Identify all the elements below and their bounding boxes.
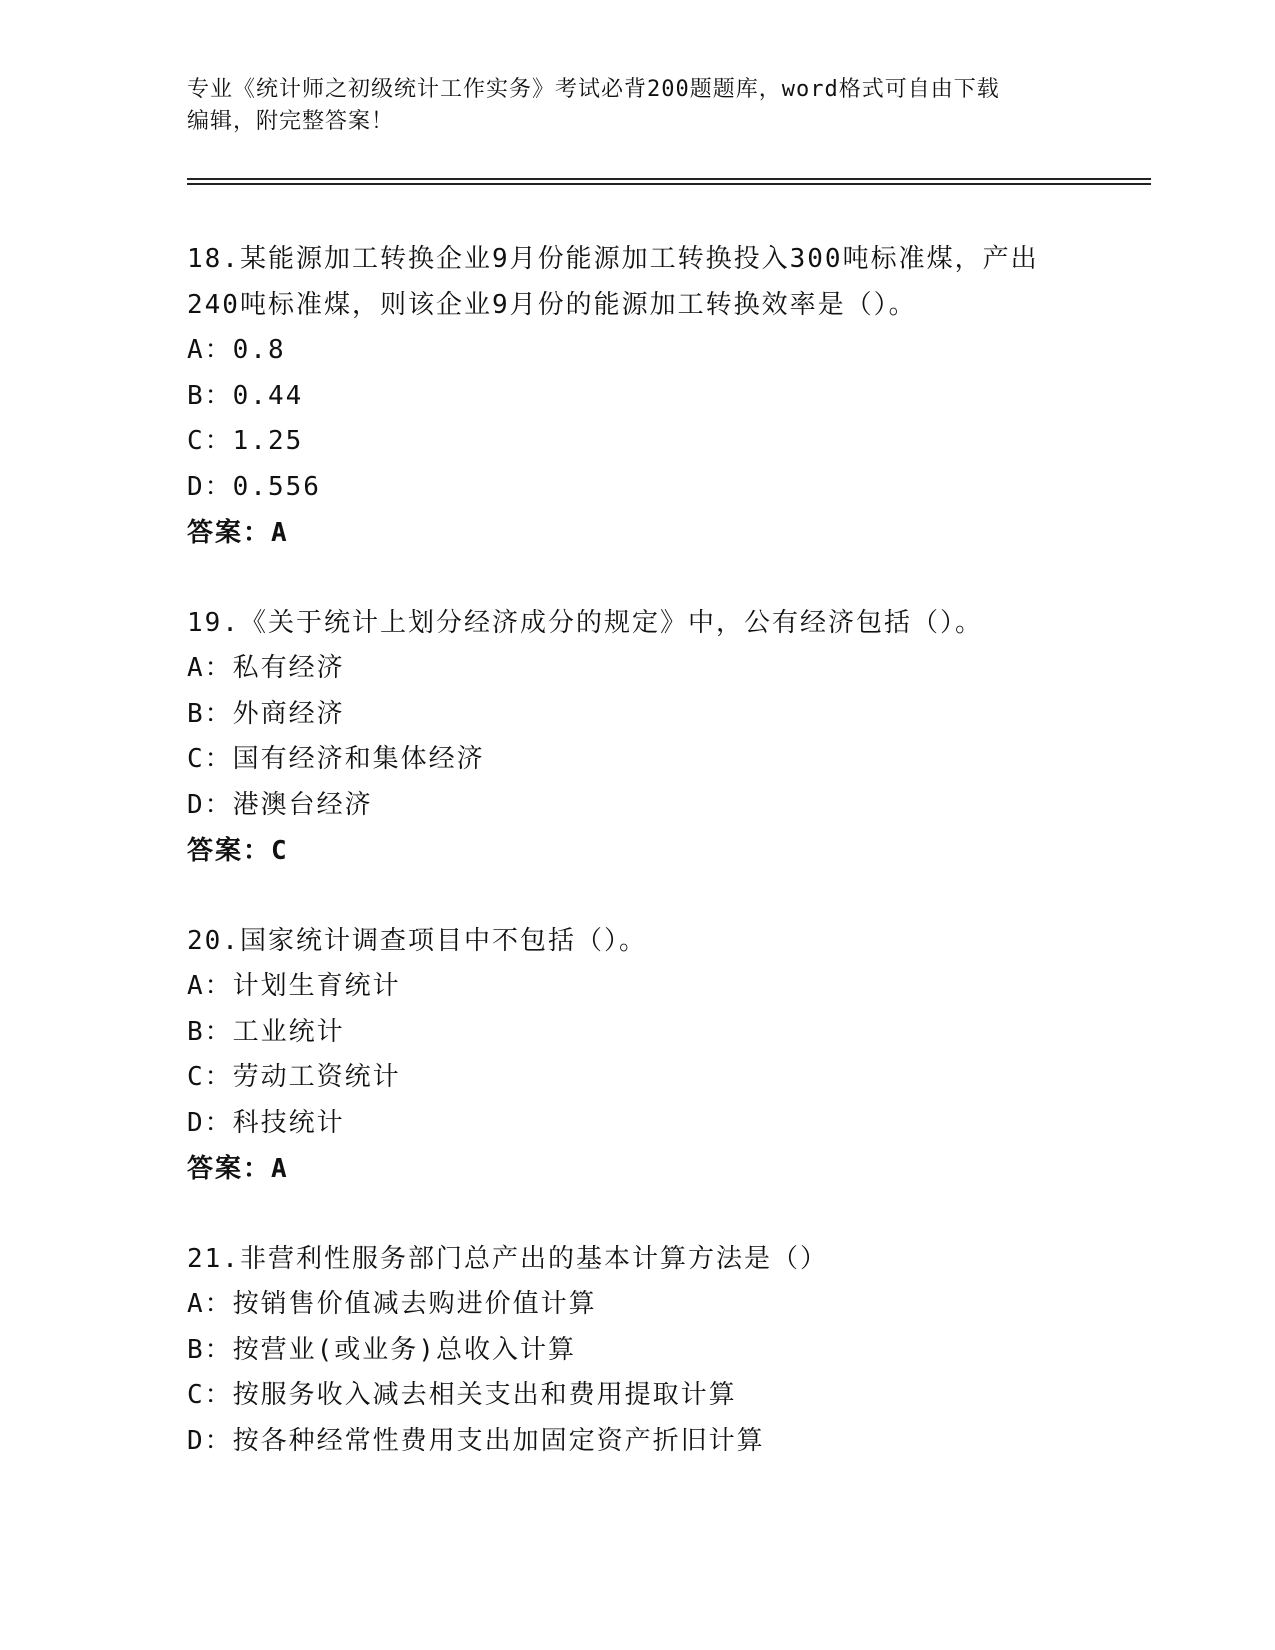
option-a: A：私有经济 — [187, 653, 345, 683]
option-a: A：按销售价值减去购进价值计算 — [187, 1289, 597, 1319]
answer-label: 答案：A — [187, 518, 289, 548]
option-b: B：外商经济 — [187, 698, 345, 729]
answer-label: 答案：A — [187, 1154, 289, 1184]
option-a: A：0.8 — [187, 335, 286, 365]
question-21 — [187, 1236, 1107, 1464]
question-20 — [187, 918, 1107, 1192]
header-divider-top — [187, 178, 1151, 180]
header-divider-bottom — [187, 183, 1151, 185]
option-c: C：按服务收入减去相关支出和费用提取计算 — [187, 1380, 737, 1410]
option-c: C：1.25 — [187, 426, 304, 456]
header-line-2: 编辑，附完整答案！ — [187, 109, 395, 134]
question-list — [187, 236, 1107, 1508]
option-b: B：工业统计 — [187, 1016, 345, 1047]
option-d: D：0.556 — [187, 471, 321, 502]
document-header — [187, 74, 1087, 138]
question-19 — [187, 600, 1107, 874]
question-text: 19.《关于统计上划分经济成分的规定》中，公有经济包括（）。 — [187, 608, 983, 638]
question-text: 18.某能源加工转换企业9月份能源加工转换投入300吨标准煤，产出 — [187, 244, 1039, 274]
question-text-continued: 240吨标准煤，则该企业9月份的能源加工转换效率是（）。 — [187, 290, 917, 320]
header-line-1: 专业《统计师之初级统计工作实务》考试必背200题题库，word格式可自由下载 — [187, 77, 1000, 102]
option-a: A：计划生育统计 — [187, 971, 401, 1001]
question-text: 21.非营利性服务部门总产出的基本计算方法是（） — [187, 1244, 828, 1274]
option-d: D：港澳台经济 — [187, 789, 373, 820]
option-b: B：0.44 — [187, 380, 304, 411]
option-d: D：按各种经常性费用支出加固定资产折旧计算 — [187, 1425, 765, 1456]
answer-label: 答案：C — [187, 836, 289, 866]
option-b: B：按营业(或业务)总收入计算 — [187, 1334, 576, 1365]
question-text: 20.国家统计调查项目中不包括（）。 — [187, 926, 647, 956]
option-c: C：国有经济和集体经济 — [187, 744, 485, 774]
question-18 — [187, 236, 1107, 556]
option-c: C：劳动工资统计 — [187, 1062, 401, 1092]
option-d: D：科技统计 — [187, 1107, 345, 1138]
